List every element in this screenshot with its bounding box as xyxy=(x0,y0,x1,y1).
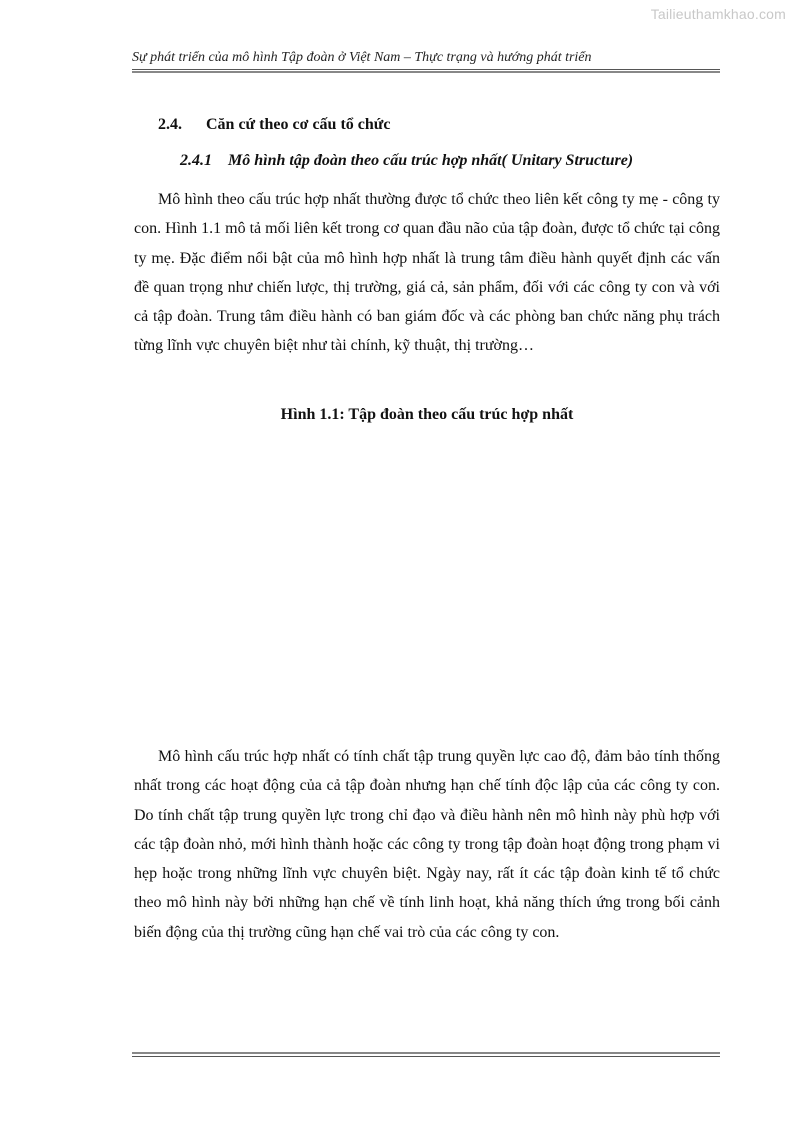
subsection-number: 2.4.1 xyxy=(180,152,212,169)
footer-rule-thin xyxy=(132,1056,720,1057)
header-rule-thin xyxy=(132,69,720,70)
figure-placeholder xyxy=(134,440,720,730)
subsection-heading xyxy=(180,152,633,170)
body-paragraph-2: Mô hình cấu trúc hợp nhất có tính chất tập trung quyền lực cao độ, đảm bảo tính thống nhất trong các hoạt động của cả tập đoàn nhưng hạn chế tính độc lập của các công ty con. Do tính chất tập trung quyền lực trong chỉ đạo và điều hành nên mô hình này phù hợp với các tập đoàn nhỏ, mới hình thành hoặc các công ty trong tập đoàn hoạt động trong phạm vi hẹp hoặc trong những lĩnh vực chuyên biệt. Ngày nay, rất ít các tập đoàn kinh tế tổ chức theo mô hình này bởi những hạn chế về tính linh hoạt, khả năng thích ứng trong bối cảnh biến động của thị trường cũng hạn chế vai trò của các công ty con. xyxy=(134,748,720,941)
section-number: 2.4. xyxy=(158,116,182,133)
subsection-title: Mô hình tập đoàn theo cấu trúc hợp nhất( Unitary Structure) xyxy=(228,152,634,169)
header-rule-thick xyxy=(132,71,720,73)
figure-caption: Hình 1.1: Tập đoàn theo cấu trúc hợp nhất xyxy=(280,406,574,423)
watermark: Tailieuthamkhao.com xyxy=(650,6,786,22)
body-paragraph-1: Mô hình theo cấu trúc hợp nhất thường được tổ chức theo liên kết công ty mẹ - công ty con. Hình 1.1 mô tả mối liên kết trong cơ quan đầu não của tập đoàn, được tổ chức tại công ty mẹ. Đặc điểm nổi bật của mô hình hợp nhất là trung tâm điều hành quyết định các vấn đề quan trọng như chiến lược, thị trường, giá cả, sản phẩm, đối với các công ty con và với cả tập đoàn. Trung tâm điều hành có ban giám đốc và các phòng ban chức năng phụ trách từng lĩnh vực chuyên biệt như tài chính, kỹ thuật, thị trường… xyxy=(134,191,720,355)
footer-rule-thick xyxy=(132,1052,720,1054)
section-heading xyxy=(158,116,390,134)
running-header: Sự phát triển của mô hình Tập đoàn ở Việt Nam – Thực trạng và hướng phát triển xyxy=(132,50,592,65)
section-title: Căn cứ theo cơ cấu tổ chức xyxy=(206,116,391,133)
